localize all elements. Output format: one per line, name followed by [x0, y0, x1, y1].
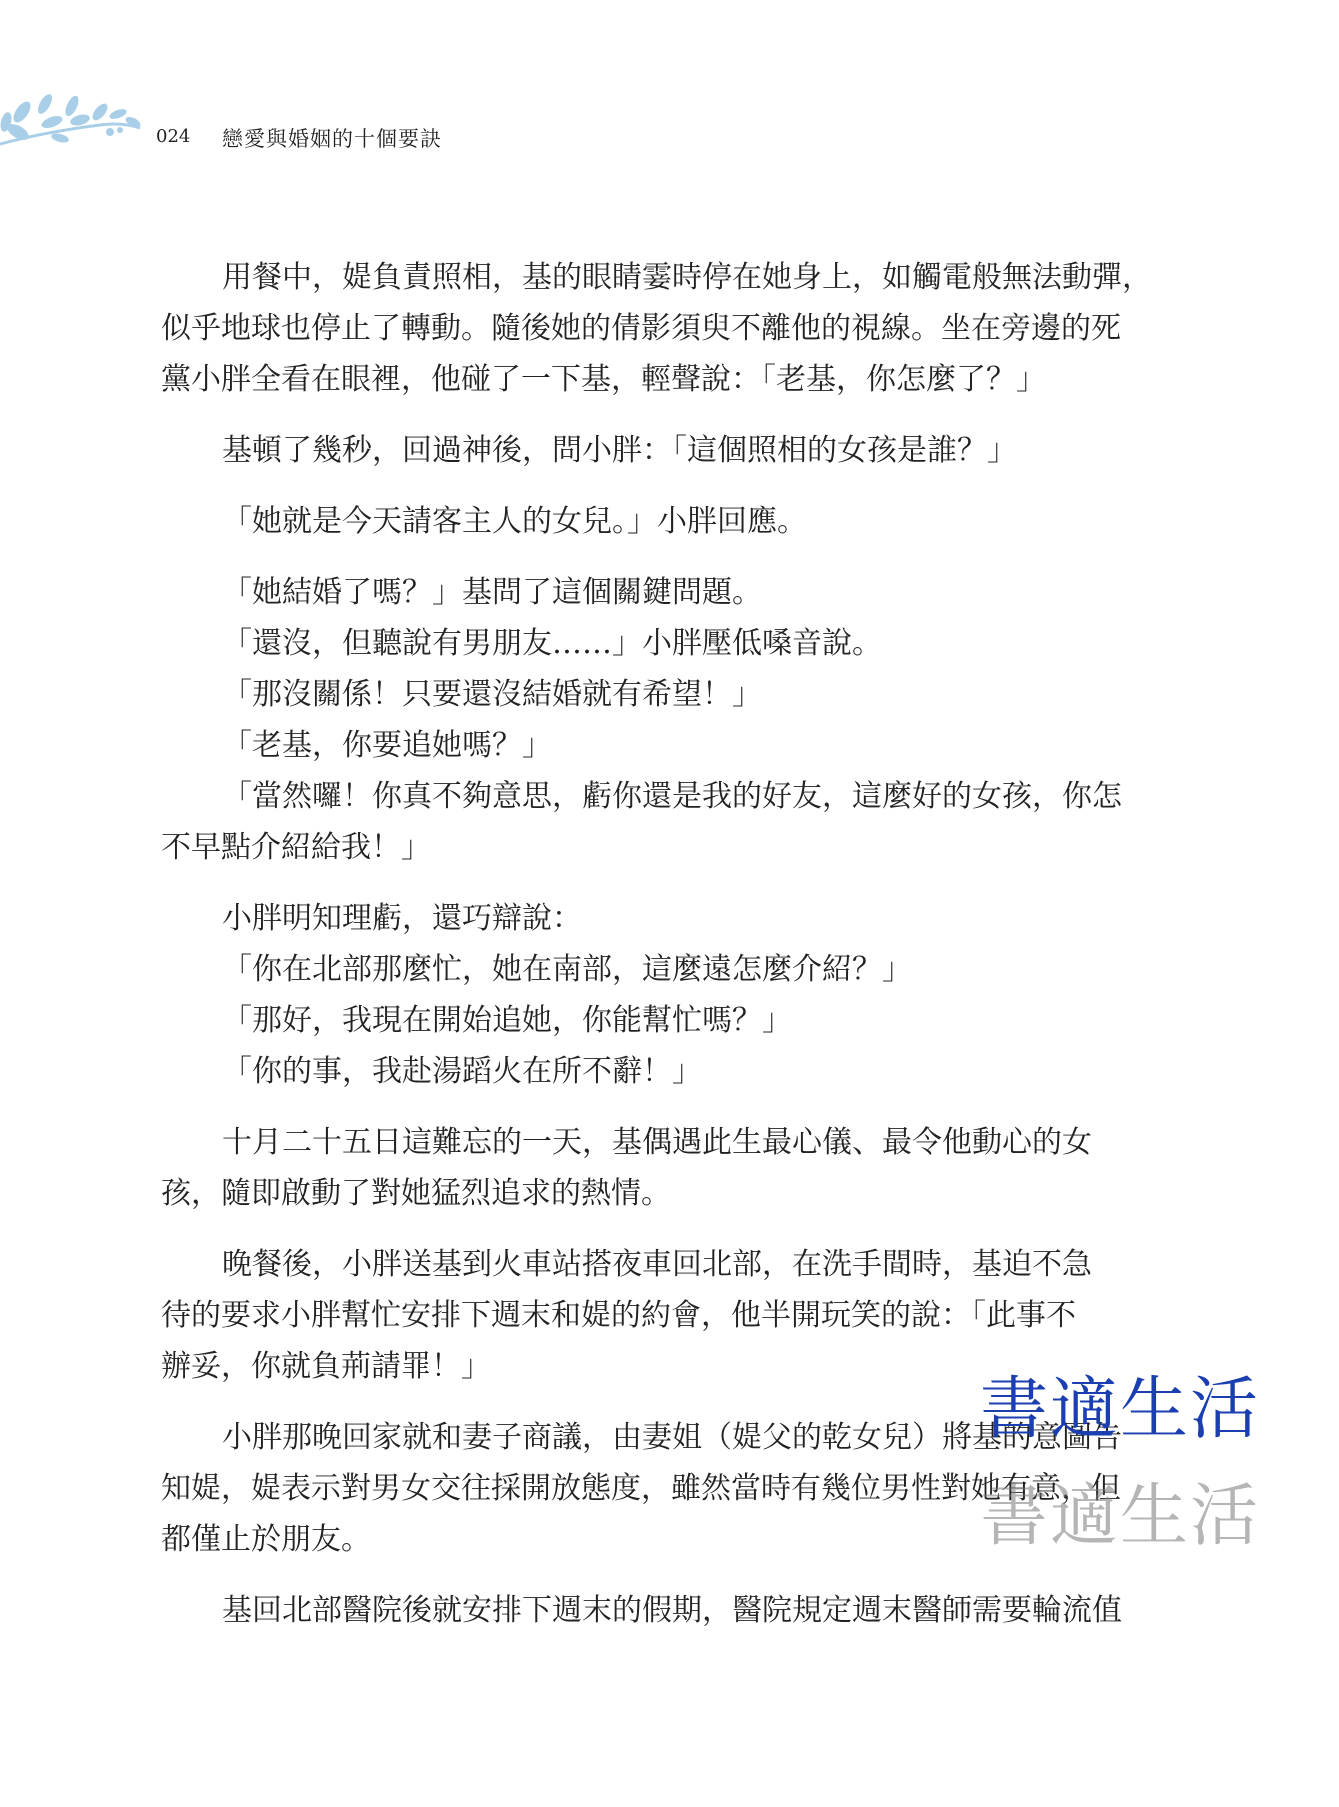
- text-line: 辦妥，你就負荊請罪！」: [161, 1349, 491, 1384]
- text-line: 十月二十五日這難忘的一天，基偶遇此生最心儀、最令他動心的女: [222, 1125, 1092, 1160]
- text-line: 小胖明知理虧，還巧辯說：: [222, 901, 582, 936]
- text-line: 晚餐後，小胖送基到火車站搭夜車回北部，在洗手間時，基迫不急: [222, 1247, 1092, 1282]
- text-line: 孩，隨即啟動了對她猛烈追求的熱情。: [161, 1176, 671, 1211]
- text-line: 基回北部醫院後就安排下週末的假期，醫院規定週末醫師需要輪流值: [222, 1593, 1122, 1628]
- page-number: 024: [156, 126, 191, 147]
- paragraph: [161, 995, 1191, 1046]
- page-header: [0, 92, 600, 152]
- text-line: 「她就是今天請客主人的女兒。」小胖回應。: [222, 504, 807, 539]
- paragraph: [161, 496, 1191, 547]
- text-line: 基頓了幾秒，回過神後，問小胖：「這個照相的女孩是誰？」: [222, 433, 1017, 468]
- text-line: 不早點介紹給我！」: [161, 830, 431, 865]
- watermark-primary: 書適生活: [980, 1370, 1261, 1449]
- paragraph: [161, 618, 1191, 669]
- text-line: 「當然囉！你真不夠意思，虧你還是我的好友，這麼好的女孩，你怎: [222, 779, 1122, 814]
- text-line: 「那沒關係！只要還沒結婚就有希望！」: [222, 677, 762, 712]
- paragraph: [161, 252, 1191, 405]
- watermark-shadow: 書適生活: [980, 1477, 1261, 1556]
- paragraph: [161, 567, 1191, 618]
- paragraph: [161, 944, 1191, 995]
- paragraph: [161, 669, 1191, 720]
- text-line: 用餐中，媞負責照相，基的眼睛霎時停在她身上，如觸電般無法動彈，: [222, 260, 1152, 295]
- text-line: 「還沒，但聽說有男朋友……」小胖壓低嗓音說。: [222, 626, 882, 661]
- text-line: 「你的事，我赴湯蹈火在所不辭！」: [222, 1054, 702, 1089]
- paragraph: [161, 893, 1191, 944]
- text-line: 都僅止於朋友。: [161, 1522, 371, 1557]
- text-line: 「你在北部那麼忙，她在南部，這麼遠怎麼介紹？」: [222, 952, 912, 987]
- text-line: 知媞，媞表示對男女交往採開放態度，雖然當時有幾位男性對她有意，但: [161, 1471, 1121, 1506]
- text-line: 「老基，你要追她嗎？」: [222, 728, 552, 763]
- text-line: 「她結婚了嗎？」基問了這個關鍵問題。: [222, 575, 762, 610]
- paragraph: [161, 720, 1191, 771]
- leafy-vine-ornament-icon: [0, 92, 150, 152]
- paragraph: [161, 1585, 1191, 1636]
- text-line: 小胖那晚回家就和妻子商議，由妻姐（媞父的乾女兒）將基的意圖告: [222, 1420, 1122, 1455]
- book-title: 戀愛與婚姻的十個要訣: [222, 127, 442, 151]
- text-line: 似乎地球也停止了轉動。隨後她的倩影須臾不離他的視線。坐在旁邊的死: [161, 311, 1121, 346]
- paragraph: [161, 1117, 1191, 1219]
- paragraph: [161, 425, 1191, 476]
- text-line: 黨小胖全看在眼裡，他碰了一下基，輕聲說：「老基，你怎麼了？」: [161, 362, 1046, 397]
- text-line: 待的要求小胖幫忙安排下週末和媞的約會，他半開玩笑的說：「此事不: [161, 1298, 1076, 1333]
- text-line: 「那好，我現在開始追她，你能幫忙嗎？」: [222, 1003, 792, 1038]
- paragraph: [161, 1046, 1191, 1097]
- paragraph: [161, 771, 1191, 873]
